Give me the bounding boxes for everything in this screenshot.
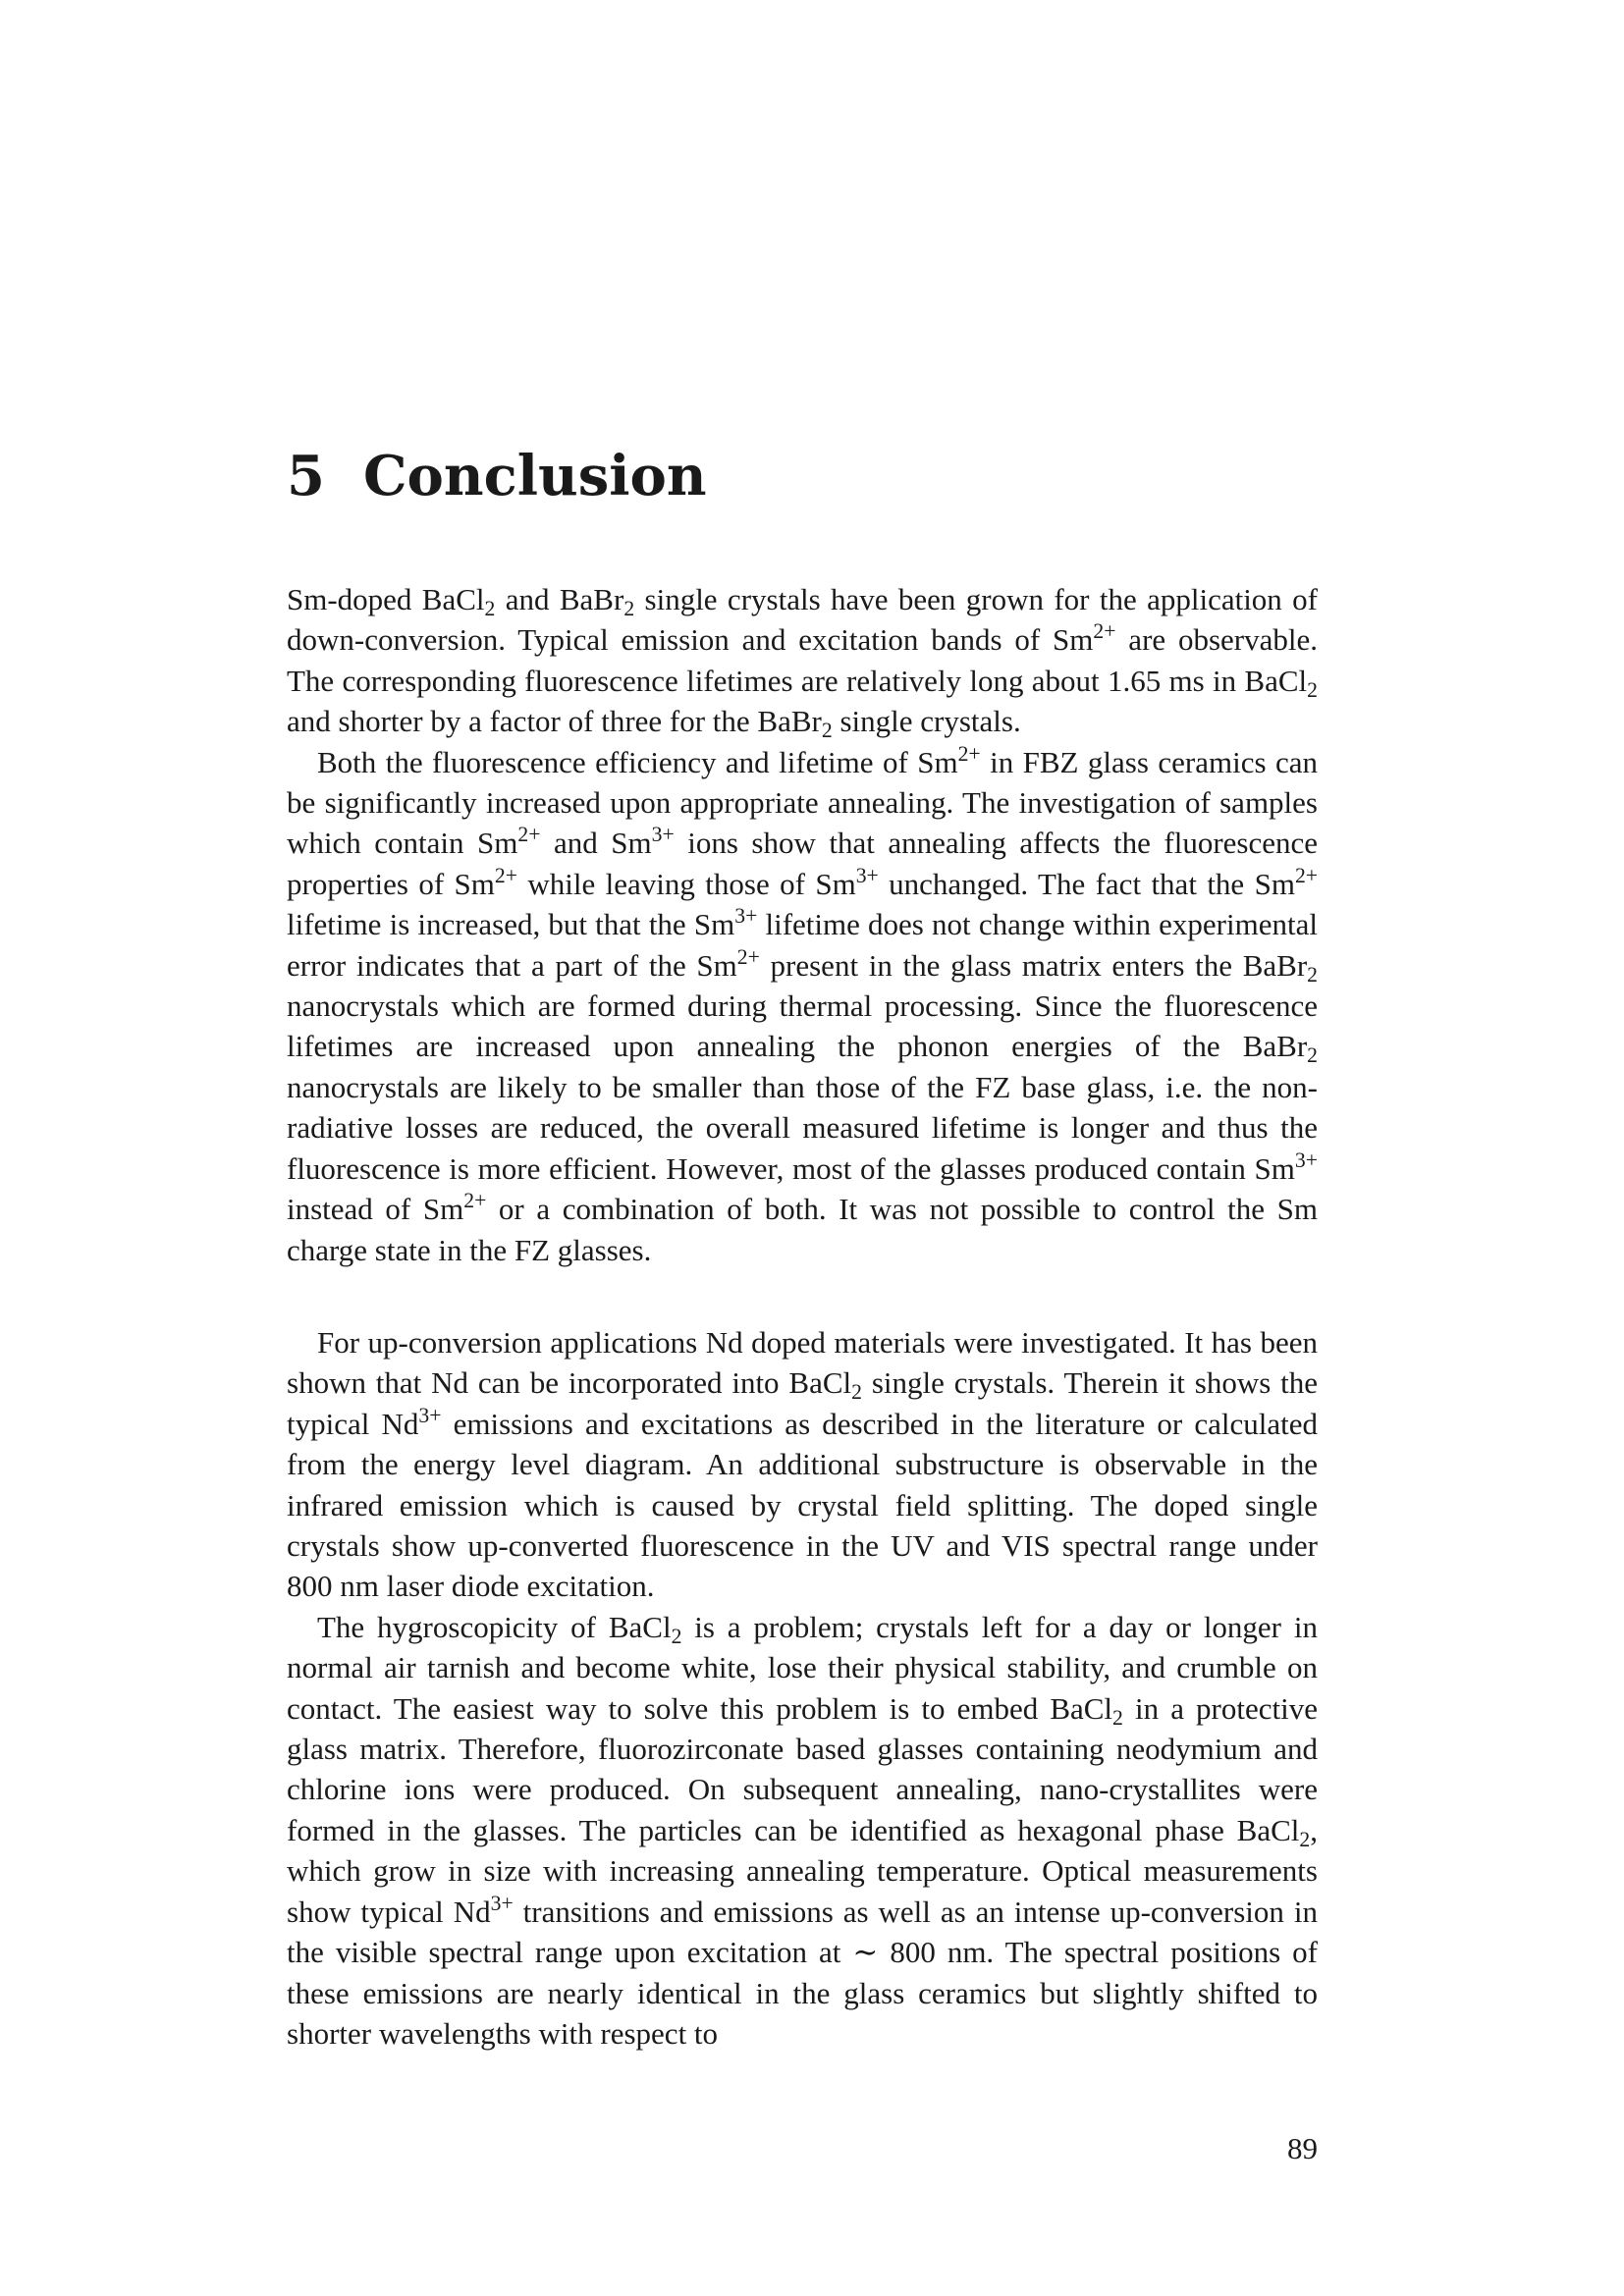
superscript: 3+ [1294, 1148, 1318, 1172]
subscript: 2 [484, 597, 496, 621]
subscript: 2 [1307, 677, 1318, 702]
page-number: 89 [1287, 2131, 1318, 2165]
section-down-conversion [287, 579, 1318, 1270]
chapter-number: 5 [287, 444, 325, 508]
subscript: 2 [1307, 1043, 1318, 1068]
superscript: 3+ [855, 863, 879, 887]
superscript: 2+ [1093, 619, 1116, 644]
subscript: 2 [851, 1380, 862, 1405]
subscript: 2 [821, 719, 833, 743]
subscript: 2 [1307, 962, 1318, 987]
superscript: 2+ [463, 1189, 487, 1213]
superscript: 3+ [734, 904, 758, 929]
superscript: 2+ [517, 823, 541, 847]
paragraph: For up-conversion applications Nd doped materials were investigated. It has been shown that Nd can be incorporated into BaCl$_2$ single crystals. Therein it shows the typical $Nd^{3+}$ emissions and excitations as described in the literature or calculated from the energy level diagram. An additional substructure is observable in the infrared emission which is caused by crystal field splitting. The doped single crystals show up-converted fluorescence in the UV and VIS spectral range under 800 nm laser diode excitation. [287, 1325, 1319, 1604]
superscript: 3+ [418, 1403, 442, 1427]
superscript: 2+ [494, 863, 517, 887]
paragraph: Both the fluorescence efficiency and lifetime of $Sm^{2+}$ in FBZ glass ceramics can be significantly increased upon appropriate annealing. The investigation of samples which contain $Sm^{2+}$ and $Sm^{3+}$ ions show that annealing affects the fluorescence properties of $Sm^{2+}$ while leaving those of $Sm^{3+}$ unchanged. The fact that the $Sm^{2+}$ lifetime is increased, but that the $Sm^{3+}$ lifetime does not change within experimental error indicates that a part of the $Sm^{2+}$ present in the glass matrix enters the BaBr$_2$ nanocrystals which are formed during thermal processing. Since the fluorescence lifetimes are increased upon annealing the phonon energies of the BaBr$_2$ nanocrystals are likely to be smaller than those of the FZ base glass, i.e. the non-radiative losses are reduced, the overall measured lifetime is longer and thus the fluorescence is more efficient. However, most of the glasses produced contain $Sm^{3+}$ instead of $Sm^{2+}$ or a combination of both. It was not possible to control the Sm charge state in the FZ glasses. [287, 741, 1319, 1267]
subscript: 2 [1112, 1705, 1123, 1730]
chapter-title-text: Conclusion [362, 444, 707, 508]
chapter-title [287, 444, 707, 509]
section-up-conversion [287, 1322, 1318, 2054]
subscript: 2 [623, 597, 635, 621]
superscript: 2+ [957, 741, 981, 766]
subscript: 2 [1299, 1827, 1311, 1851]
superscript: 3+ [490, 1891, 514, 1915]
subscript: 2 [671, 1624, 682, 1648]
superscript: 2+ [1294, 863, 1319, 887]
superscript: 3+ [651, 823, 675, 847]
superscript: 2+ [736, 944, 760, 969]
paragraph: The hygroscopicity of BaCl$_2$ is a problem; crystals left for a day or longer in normal air tarnish and become white, lose their physical stability, and crumble on contact. The easiest way to solve this problem is to embed BaCl$_2$ in a protective glass matrix. Therefore, fluorozirconate based glasses containing neodymium and chlorine ions were produced. On subsequent annealing, nano-crystallites were formed in the glasses. The particles can be identified as hexagonal phase BaCl$_2$, which grow in size with increasing annealing temperature. Optical measurements show typical $Nd^{3+}$ transitions and emissions as well as an intense up-conversion in the visible spectral range upon excitation at ∼ 800 nm. The spectral positions of these emissions are nearly identical in the glass ceramics but slightly shifted to shorter wavelengths with respect to [287, 1609, 1318, 2051]
paragraph: Sm-doped BaCl$_2$ and BaBr$_2$ single crystals have been grown for the application of down-conversion. Typical emission and excitation bands of $Sm^{2+}$ are observable. The corresponding fluorescence lifetimes are relatively long about 1.65 ms in BaCl$_2$ and shorter by a factor of three for the BaBr$_2$ single crystals. [287, 582, 1318, 743]
